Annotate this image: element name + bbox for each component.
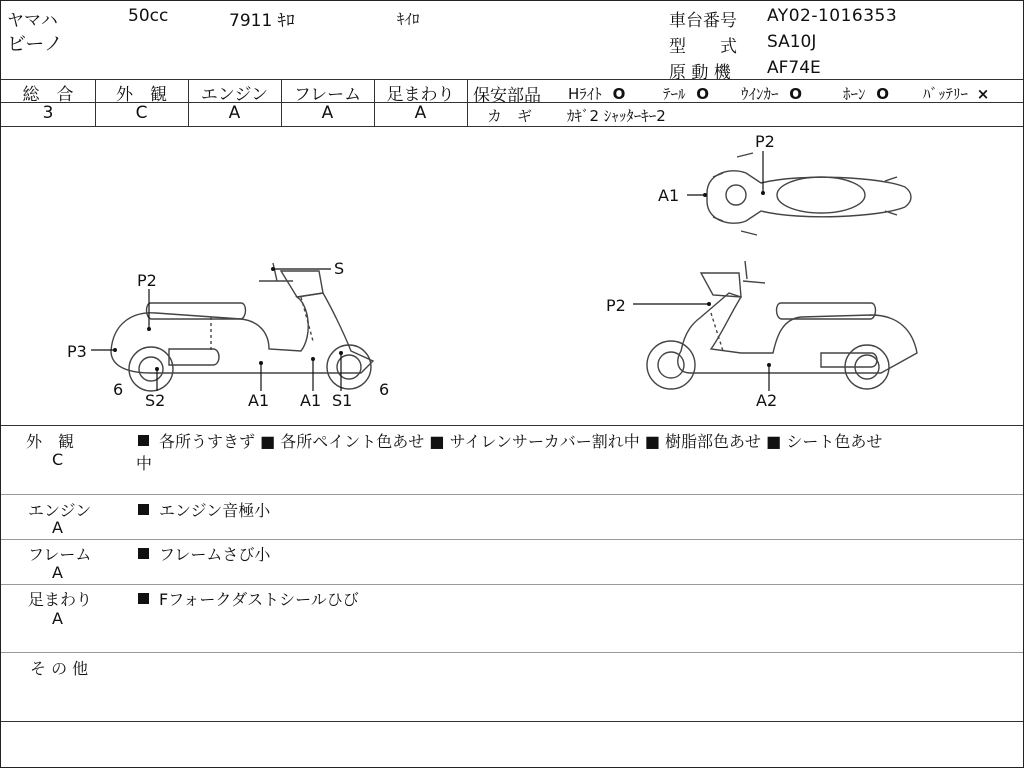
model-name: ビーノ xyxy=(7,33,63,55)
key-value: ｶｷﾞ2 ｼｬｯﾀｰｷｰ2 xyxy=(567,107,666,125)
safety-item-mark: O xyxy=(876,85,890,103)
safety-label: 保安部品 xyxy=(473,86,541,106)
note-text: 各所うすきず ■ 各所ペイント色あせ ■ サイレンサーカバー割れ中 ■ 樹脂部色あせ ■ シート色あせ xyxy=(159,432,883,451)
label-6-left: 6 xyxy=(113,380,124,399)
label-a1-b: A1 xyxy=(300,391,322,410)
note-engine-label: エンジン xyxy=(28,501,92,520)
bullet-icon xyxy=(138,593,149,604)
safety-item-mark: O xyxy=(696,85,710,103)
frame-no: AY02-1016353 xyxy=(767,6,898,26)
label-s: S xyxy=(334,259,345,278)
safety-item-winker xyxy=(741,83,802,104)
engine-grade: A xyxy=(228,103,241,123)
exterior-grade: C xyxy=(135,103,148,123)
label-6-right: 6 xyxy=(379,380,390,399)
note-text: エンジン音極小 xyxy=(159,501,271,520)
note-engine-grade: A xyxy=(52,518,63,537)
safety-item-name: ﾎｰﾝ xyxy=(843,85,866,103)
mileage-unit: ｷｲﾛ xyxy=(397,10,420,28)
frame-grade: A xyxy=(321,103,334,123)
safety-item-name: ﾃｰﾙ xyxy=(663,85,686,103)
displacement: 50cc xyxy=(128,6,169,26)
note-text: Fフォークダストシールひび xyxy=(159,590,359,609)
note-exterior-text-cont: 中 xyxy=(136,454,153,473)
frame-no-label: 車台番号 xyxy=(669,11,737,31)
exterior-label: 外 観 xyxy=(116,85,167,105)
safety-item-name: ｳｲﾝｶｰ xyxy=(741,85,779,103)
engine-label: 原 動 機 xyxy=(669,63,731,83)
divider xyxy=(1,539,1023,540)
safety-item-battery xyxy=(923,83,989,104)
key-label: カ ギ xyxy=(487,107,533,125)
divider xyxy=(467,79,468,126)
note-exterior-text xyxy=(138,429,882,452)
note-frame-text xyxy=(138,542,270,565)
type-value: SA10J xyxy=(767,32,817,52)
suspension-grade: A xyxy=(414,103,427,123)
mileage: 7911 ｷﾛ xyxy=(229,11,295,31)
label-p2-left: P2 xyxy=(137,271,157,290)
note-suspension-label: 足まわり xyxy=(28,590,93,609)
overall-score: 3 xyxy=(42,103,54,123)
safety-item-name: ﾊﾞｯﾃﾘｰ xyxy=(923,85,969,103)
engine-value: AF74E xyxy=(767,58,821,78)
frame-rating-label: フレーム xyxy=(293,85,362,105)
note-other-label: そ の 他 xyxy=(30,659,89,678)
type-label: 型 式 xyxy=(669,37,737,57)
safety-item-horn xyxy=(843,83,889,104)
bullet-icon xyxy=(138,435,149,446)
note-text: フレームさび小 xyxy=(159,545,271,564)
label-a2: A2 xyxy=(756,391,778,410)
label-s1: S1 xyxy=(332,391,353,410)
divider xyxy=(1,425,1023,426)
scooter-side-right xyxy=(647,261,917,389)
label-a1-top: A1 xyxy=(658,186,680,205)
scooter-top-view xyxy=(707,153,911,235)
label-p2-top: P2 xyxy=(755,132,775,151)
divider xyxy=(1,721,1023,722)
safety-item-mark: × xyxy=(976,85,990,103)
divider xyxy=(1,494,1023,495)
safety-item-mark: O xyxy=(612,85,626,103)
note-frame-grade: A xyxy=(52,563,63,582)
label-s2: S2 xyxy=(145,391,166,410)
note-suspension-grade: A xyxy=(52,609,63,628)
note-engine-text xyxy=(138,498,270,521)
safety-item-tail xyxy=(663,83,709,104)
engine-rating-label: エンジン xyxy=(200,85,269,105)
safety-item-name: Hﾗｲﾄ xyxy=(568,85,602,103)
safety-item-mark: O xyxy=(789,85,803,103)
label-p3: P3 xyxy=(67,342,87,361)
suspension-rating-label: 足まわり xyxy=(386,85,455,105)
divider xyxy=(1,652,1023,653)
overall-label: 総 合 xyxy=(22,85,74,105)
label-a1-a: A1 xyxy=(248,391,270,410)
label-p2-right: P2 xyxy=(606,296,626,315)
note-exterior-label: 外 観 xyxy=(26,432,75,451)
safety-item-headlight xyxy=(568,83,625,104)
bullet-icon xyxy=(138,504,149,515)
note-exterior-grade: C xyxy=(52,450,64,469)
note-suspension-text xyxy=(138,587,359,610)
bullet-icon xyxy=(138,548,149,559)
maker: ヤマハ xyxy=(7,11,58,31)
divider xyxy=(1,584,1023,585)
note-frame-label: フレーム xyxy=(28,545,92,564)
